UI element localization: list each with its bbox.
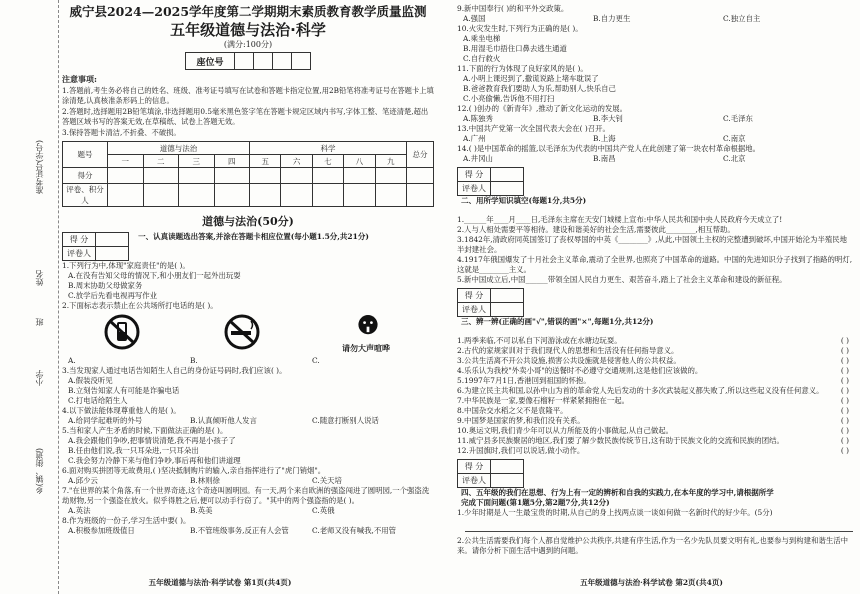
option[interactable]: B.任由他们说,我一只耳朵进,一只耳朵出 xyxy=(68,446,199,455)
option[interactable]: B.周末协助父母做家务 xyxy=(68,281,143,290)
grade-box-grader-label: 评卷人 xyxy=(458,182,491,196)
fill-question[interactable]: 5.新中国成立后,中国______带领全国人民自力更生、艰苦奋斗,踏上了社会主义革命和建设的新征程。 xyxy=(457,275,787,284)
part1-heading: 一、认真读题选出答案,并涂在答题卡相应位置(每小题1.5分,共21分) xyxy=(138,232,369,241)
score-col: 五 xyxy=(250,155,281,168)
option[interactable]: A.井冈山 xyxy=(463,154,493,163)
notice-item: 2.答题时,选择题用2B铅笔填涂,非选择题用0.5毫米黑色签字笔在答题卡规定区域内书写,字体工整、笔迹清楚,超出答题区域书写的答案无效,在草稿纸、试卷上答题无效。 xyxy=(62,106,429,126)
part3-header xyxy=(457,288,853,336)
grade-box-cell[interactable] xyxy=(491,474,524,488)
option[interactable]: B.爸爸教育我们要助人为乐,帮助别人,快乐自己 xyxy=(463,84,616,93)
quiet-sign-text: 请勿大声喧哗 xyxy=(342,343,390,353)
notice-item: 1.答题前,考生务必将自己的姓名、班级、准考证号填写在试卷和答题卡指定位置,用2B铅笔将准考证号在答题卡上填涂清楚,认真核准条形码上的信息。 xyxy=(62,85,434,105)
option[interactable]: A.积极参加班级值日 xyxy=(68,526,135,535)
option[interactable]: C.毛泽东 xyxy=(723,114,753,123)
score-cell[interactable] xyxy=(375,184,406,207)
score-col: 四 xyxy=(214,155,250,168)
judge-question: ( ) 6.为建立民主共和国,以孙中山为首的革命党人先后发动的十多次武装起义都失败了,所以这些起义没有任何意义。 xyxy=(457,386,849,395)
notice-title: 注意事项: xyxy=(62,74,97,84)
fill-question[interactable]: 1.______年____月____日,毛泽东主席在天安门城楼上宣布:中华人民共和国中央人民政府今天成立了! xyxy=(457,215,783,224)
quiet-face-icon xyxy=(347,313,389,339)
fill-question[interactable]: 3.1842年,清政府同英国签订了丧权辱国的中英《________》,从此,中国领土主权的完整遭到破坏,中国开始沦为半殖民地半封建社会。 xyxy=(457,235,848,254)
answer-paren[interactable]: ( ) xyxy=(840,446,849,455)
option[interactable]: C.放学后先看电视再写作业 xyxy=(68,291,158,300)
grade-box-cell[interactable] xyxy=(491,289,524,303)
page-1-content xyxy=(62,4,434,536)
grade-box xyxy=(457,167,524,196)
option[interactable]: B.林则徐 xyxy=(190,476,220,485)
notice xyxy=(62,74,434,138)
option[interactable]: C.我会努力冷静下来与他们争吵,事后再和他们讲道理 xyxy=(68,456,241,465)
grade-box-grader-label: 评卷人 xyxy=(63,247,96,261)
score-cell[interactable] xyxy=(214,184,250,207)
judge-question: ( ) 9.中国梦是国家的梦,和我们没有关系。 xyxy=(457,416,849,425)
part2-header xyxy=(457,167,853,215)
question-9-options xyxy=(463,14,853,24)
grade-box xyxy=(62,232,129,261)
no-smoking-sign-icon xyxy=(221,313,263,351)
option[interactable]: B.南昌 xyxy=(593,154,616,163)
judge-question: ( ) 8.中国杂交水稻之父不是袁隆平。 xyxy=(457,406,849,415)
score-cell[interactable] xyxy=(108,168,144,184)
question-4: 4.以下做法能体现尊重他人的是( )。 xyxy=(62,406,181,415)
score-cell[interactable] xyxy=(344,168,375,184)
option[interactable]: C.独立自主 xyxy=(723,14,761,23)
score-cell[interactable] xyxy=(143,184,179,207)
option[interactable]: B.上海 xyxy=(593,134,616,143)
option[interactable]: B.用湿毛巾捂住口鼻去逃生通道 xyxy=(463,44,567,53)
option[interactable]: A. xyxy=(68,356,76,365)
option[interactable]: A.英法 xyxy=(68,506,91,515)
option[interactable]: A.乘坐电梯 xyxy=(463,34,501,43)
option[interactable]: A.在没有告知父母的情况下,和小朋友们一起外出玩耍 xyxy=(68,271,241,280)
question-6: 6.面对购买拼团等无故费用,( )坚决抵制购片的输入,亲自指挥进行了"虎门销烟"。 xyxy=(62,466,326,475)
score-col: 七 xyxy=(312,155,343,168)
question-14: 14.( )是中国革命的摇篮,以毛泽东为代表的中国共产党人在此创建了第一块农村革命根据地。 xyxy=(457,144,761,153)
judge-question: ( ) 10.奥运文明,我们青少年可以从力所能及的小事做起,从自己做起。 xyxy=(457,426,849,435)
option[interactable]: A.小明上课迟到了,撒谎说路上堵车耽误了 xyxy=(463,74,599,83)
score-col: 八 xyxy=(344,155,375,168)
judge-question: ( ) 5.1997年7月1日,香港回到祖国的怀抱。 xyxy=(457,376,849,385)
score-col: 九 xyxy=(375,155,406,168)
score-cell[interactable] xyxy=(344,184,375,207)
score-cell[interactable] xyxy=(281,168,312,184)
page-1-footer: 五年级道德与法治·科学试卷 第1页(共4页) xyxy=(148,578,292,587)
score-cell[interactable] xyxy=(214,168,250,184)
score-col: 三 xyxy=(179,155,215,168)
option[interactable]: B.自力更生 xyxy=(593,14,631,23)
grade-box xyxy=(457,288,524,317)
grade-box-cell[interactable] xyxy=(96,247,129,261)
option[interactable]: C.老师又没有喊我,不用管 xyxy=(312,526,396,535)
part3-heading: 三、辨一辨(正确的画"√",错误的画"×",每题1分,共12分) xyxy=(461,317,654,326)
quiet-sign xyxy=(341,313,395,354)
grade-box-cell[interactable] xyxy=(96,233,129,247)
fill-question[interactable]: 4.1917年俄国爆发了十月社会主义革命,震动了全世界,也照亮了中国革命的道路。中国的先进知识分子找到了指路的明灯,这就是________主义。 xyxy=(457,255,853,274)
score-row-grader: 评卷、积分人 xyxy=(63,184,108,207)
answer-paren[interactable]: ( ) xyxy=(840,336,849,345)
seat-cell[interactable] xyxy=(235,53,254,70)
score-cell[interactable] xyxy=(250,168,281,184)
score-cell[interactable] xyxy=(143,168,179,184)
option[interactable]: A.陈独秀 xyxy=(463,114,493,123)
option[interactable]: A.邱少云 xyxy=(68,476,98,485)
part1-header xyxy=(62,232,434,261)
grade-box-cell[interactable] xyxy=(491,303,524,317)
score-cell[interactable] xyxy=(407,168,434,184)
question-13: 13.中国共产党第一次全国代表大会在( )召开。 xyxy=(457,124,610,133)
option[interactable]: A.我会跟他们争吵,把事情说清楚,我不再是小孩子了 xyxy=(68,436,236,445)
option[interactable]: C.小亮偷懒,告诉他不用打扫 xyxy=(463,94,555,103)
question-2-options xyxy=(68,356,434,366)
score-total-label: 总分 xyxy=(407,142,434,168)
option[interactable]: A.强国 xyxy=(463,14,486,23)
option[interactable]: C.自行救火 xyxy=(463,54,501,63)
question-5: 5.当和家人产生矛盾的时候,下面做法正确的是( )。 xyxy=(62,426,228,435)
grade-box-cell[interactable] xyxy=(491,168,524,182)
option[interactable]: B.李大钊 xyxy=(593,114,623,123)
answer-paren[interactable]: ( ) xyxy=(840,416,849,425)
question-7-options xyxy=(68,506,434,516)
question-7: 7."在世界的某个角落,有一个世界奇迹,这个奇迹叫圆明园。有一天,两个来自欧洲的强盗闯进了圆明园,一个强盗洗劫财物,另一个强盗在放火。似乎得胜之后,便可以动手行窃了。"其中的两个强盗指的是( )。 xyxy=(62,486,430,505)
option[interactable]: B.立刻告知家人有可能是诈骗电话 xyxy=(68,386,180,395)
part4-heading: 四、五年级的我们在思想、行为上有一定的辨析和自我的实践力,在本年度的学习中,请根据所学完成下面问题(第1题5分,第2题7分,共12分) xyxy=(461,488,774,507)
grade-box-score-label: 得 分 xyxy=(63,233,96,247)
exam-title: 威宁县2024—2025学年度第二学期期末素质教育教学质量监测 xyxy=(69,4,427,19)
page-2-footer: 五年级道德与法治·科学试卷 第2页(共4页) xyxy=(580,578,723,587)
score-cell[interactable] xyxy=(312,184,343,207)
option[interactable]: B. xyxy=(190,356,198,365)
answer-paren[interactable]: ( ) xyxy=(840,386,849,395)
binding-margin xyxy=(0,0,59,594)
option[interactable]: B.英美 xyxy=(190,506,213,515)
grade-box-grader-label: 评卷人 xyxy=(458,474,491,488)
score-col: 二 xyxy=(143,155,179,168)
score-col: 一 xyxy=(108,155,144,168)
score-cell[interactable] xyxy=(407,184,434,207)
exam-subject: 五年级道德与法治·科学 xyxy=(170,21,326,39)
answer-paren[interactable]: ( ) xyxy=(840,356,849,365)
score-row-label: 题号 xyxy=(63,142,108,168)
question-6-options xyxy=(68,476,434,486)
answer-paren[interactable]: ( ) xyxy=(840,346,849,355)
judge-question: ( ) 3.公共生活离不开公共设施,损害公共设施就是侵害他人的公共权益。 xyxy=(457,356,849,365)
option[interactable]: C.随意打断别人说话 xyxy=(312,416,379,425)
section-title-moral: 道德与法治(50分) xyxy=(202,215,294,228)
score-cell[interactable] xyxy=(179,168,215,184)
binding-label-class: 班 xyxy=(35,318,44,326)
question-4-options xyxy=(68,416,434,426)
question-9: 9.新中国奉行( )的和平外交政策。 xyxy=(457,4,569,13)
binding-label-id: 准考证号(学号) xyxy=(35,140,44,195)
question-3: 3.当发现家人通过电话告知陌生人自己的身份证号码时,我们应该( )。 xyxy=(62,366,287,375)
sign-options xyxy=(62,313,434,354)
answer-paren[interactable]: ( ) xyxy=(840,406,849,415)
part2-heading: 二、用所学知识填空(每题1分,共5分) xyxy=(461,196,587,205)
grade-box-grader-label: 评卷人 xyxy=(458,303,491,317)
option[interactable]: C.南京 xyxy=(723,134,746,143)
fill-question[interactable]: 2.人与人相处需要平等相待。建设和谐美好的社会生活,需要彼此________,相互帮助。 xyxy=(457,225,735,234)
grade-box-cell[interactable] xyxy=(491,182,524,196)
binding-label-name: 姓名 xyxy=(35,270,44,286)
binding-label-town: 乡(镇、街道) xyxy=(35,448,44,495)
option[interactable]: C.英俄 xyxy=(312,506,335,515)
question-2: 2.下面标志表示禁止在公共场所打电话的是( )。 xyxy=(62,301,218,310)
page-2-content xyxy=(457,4,853,556)
grade-box-score-label: 得 分 xyxy=(458,168,491,182)
score-cell[interactable] xyxy=(312,168,343,184)
answer-paren[interactable]: ( ) xyxy=(840,436,849,445)
question-8: 8.作为班级的一份子,学习生活中要( )。 xyxy=(62,516,191,525)
question-14-options xyxy=(463,154,853,164)
judge-question: ( ) 12.升国旗时,我们可以说话,做小动作。 xyxy=(457,446,849,455)
part4-header xyxy=(457,459,853,508)
score-cell[interactable] xyxy=(250,184,281,207)
option[interactable]: C.关天培 xyxy=(312,476,342,485)
option[interactable]: C.北京 xyxy=(723,154,746,163)
question-1: 1.下列行为中,体现"家庭责任"的是( )。 xyxy=(62,261,190,270)
full-score: (满分:100分) xyxy=(223,40,273,49)
judge-question: ( ) 7.中华民族是一家,要像石榴籽一样紧紧拥抱在一起。 xyxy=(457,396,849,405)
essay-question-2: 2.公共生活需要我们每个人都自觉维护公共秩序,共建有序生活,作为一名少先队员要文明有礼,也要参与到构建和谐生活中来。请你分析下面生活中遇到的问题。 xyxy=(457,536,849,555)
grade-box xyxy=(457,459,524,488)
score-group-science: 科学 xyxy=(250,142,407,155)
binding-label-school: 小学 xyxy=(35,370,44,386)
option[interactable]: B.认真倾听他人发言 xyxy=(190,416,257,425)
question-8-options xyxy=(68,526,434,536)
answer-paren[interactable]: ( ) xyxy=(840,376,849,385)
seat-label: 座位号 xyxy=(186,53,235,70)
score-cell[interactable] xyxy=(108,184,144,207)
score-cell[interactable] xyxy=(281,184,312,207)
question-11: 11.下面的行为体现了良好家风的是( )。 xyxy=(457,64,588,73)
option[interactable]: A.假装没听见 xyxy=(68,376,113,385)
option[interactable]: A.广州 xyxy=(463,134,486,143)
seat-number-box xyxy=(185,52,311,70)
seat-cell[interactable] xyxy=(254,53,273,70)
essay-question-1: 1.少年时期是人一生最宝贵的时期,从自己的身上找两点谈一谈如何做一名新时代的好少年。(5分) xyxy=(457,508,773,517)
judge-question: ( ) 11.威宁县多民族聚居的地区,我们要了解少数民族传统节日,这有助于民族文化的交流和民族的团结。 xyxy=(457,436,849,445)
question-10: 10.火灾发生时,下列行为正确的是( )。 xyxy=(457,24,583,33)
grade-box-cell[interactable] xyxy=(491,460,524,474)
grade-box-score-label: 得 分 xyxy=(458,289,491,303)
page-2 xyxy=(443,0,860,594)
seat-cell[interactable] xyxy=(292,53,311,70)
answer-paren[interactable]: ( ) xyxy=(840,396,849,405)
judge-question: ( ) 4.乐乐认为我校"外卖小哥"的送餐时不必遵守交通规则,这是他们应该做的。 xyxy=(457,366,849,375)
option[interactable]: B.不管班级事务,反正有人会管 xyxy=(190,526,289,535)
grade-box-score-label: 得 分 xyxy=(458,460,491,474)
score-cell[interactable] xyxy=(375,168,406,184)
no-phone-sign-icon xyxy=(101,313,143,351)
answer-paren[interactable]: ( ) xyxy=(840,366,849,375)
score-row-score: 得分 xyxy=(63,168,108,184)
answer-paren[interactable]: ( ) xyxy=(840,426,849,435)
score-col: 六 xyxy=(281,155,312,168)
score-group-moral: 道德与法治 xyxy=(108,142,250,155)
option[interactable]: C. xyxy=(312,356,320,365)
judge-question: ( ) 2.古代的家规家训对于我们现代人的思想和生活没有任何指导意义。 xyxy=(457,346,849,355)
option[interactable]: A.给同学起难听的外号 xyxy=(68,416,143,425)
answer-line[interactable] xyxy=(465,520,853,532)
score-table xyxy=(62,141,434,207)
option[interactable]: C.打电话给陌生人 xyxy=(68,396,128,405)
question-12-options xyxy=(463,114,853,124)
question-12: 12.( )创办的《新青年》,推动了新文化运动的发展。 xyxy=(457,104,628,113)
notice-item: 3.保持答题卡清洁,不折叠、不破损。 xyxy=(62,127,181,137)
judge-question: ( ) 1.两季来临,不可以私自下河游泳或在水塘边玩耍。 xyxy=(457,336,849,345)
seat-cell[interactable] xyxy=(273,53,292,70)
question-13-options xyxy=(463,134,853,144)
score-cell[interactable] xyxy=(179,184,215,207)
